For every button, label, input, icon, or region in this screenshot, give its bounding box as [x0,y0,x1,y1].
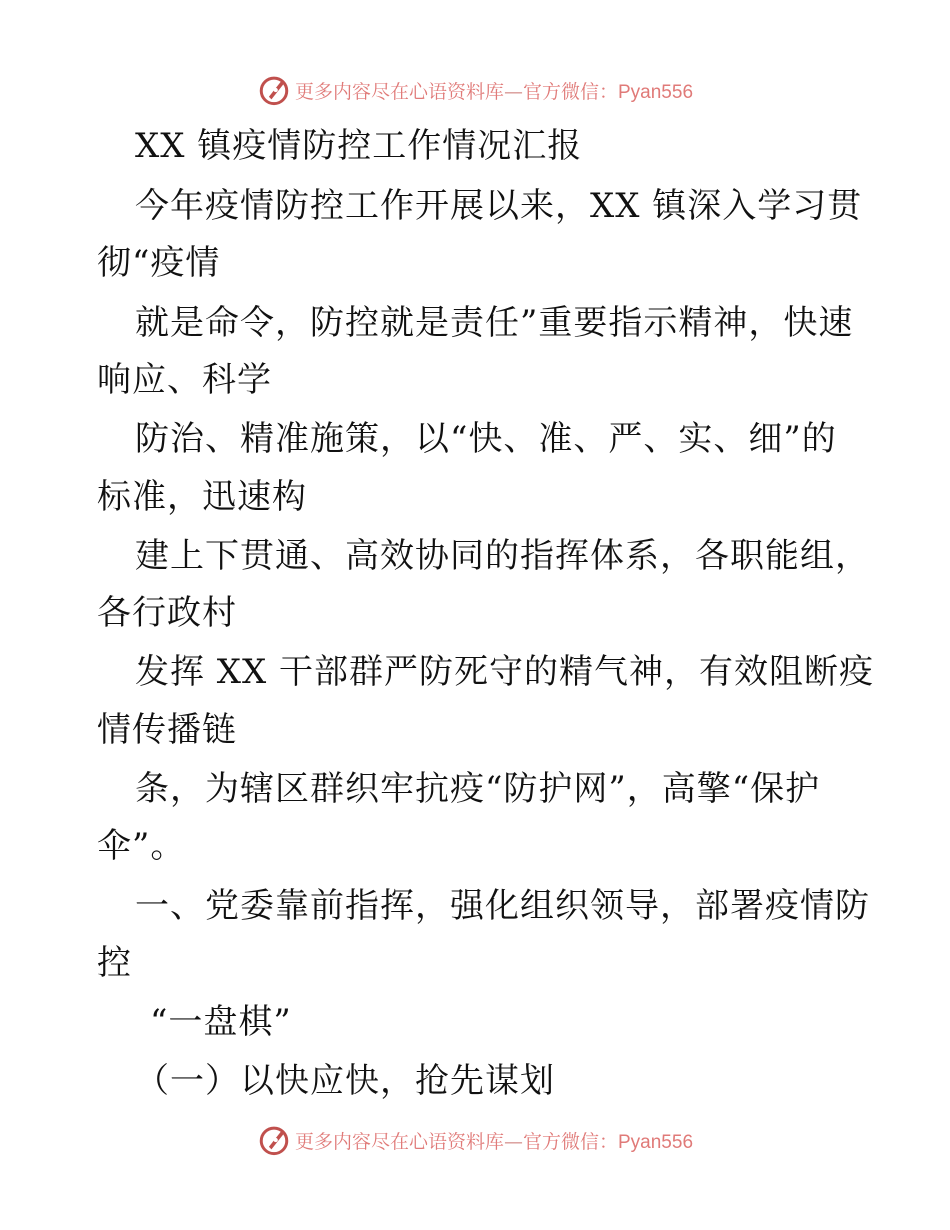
watermark-suffix: 官方微信： [522,1130,618,1153]
paragraph-line: 条，为辖区群织牢抗疫“防护网”，高擎“保护 [135,769,821,809]
watermark-header [0,70,950,110]
watermark-handle: Pyan556 [618,1131,694,1153]
paragraph-line: 响应、科学 [97,360,272,400]
section-heading-continued: 控 [97,943,132,983]
section-heading-continued: “一盘棋” [150,1002,292,1042]
document-title: XX 镇疫情防控工作情况汇报 [135,126,583,166]
paragraph-line: 建上下贯通、高效协同的指挥体系，各职能组， [135,536,870,576]
subsection-heading: （一）以快应快，抢先谋划 [135,1061,555,1101]
pen-nib-circle-icon [257,73,291,107]
watermark-text: 更多内容尽在心语资料库 [294,80,504,103]
paragraph-line: 今年疫情防控工作开展以来，XX 镇深入学习贯 [135,186,863,226]
watermark-separator: — [503,80,523,103]
paragraph-line: 各行政村 [97,593,237,633]
paragraph-line: 防治、精准施策，以“快、准、严、实、细”的 [135,419,837,459]
paragraph-line: 就是命令，防控就是责任”重要指示精神，快速 [135,303,854,343]
watermark-text: 更多内容尽在心语资料库 [294,1130,504,1153]
section-heading: 一、党委靠前指挥，强化组织领导，部署疫情防 [135,886,870,926]
paragraph-line: 伞”。 [97,826,186,866]
paragraph-line: 彻“疫情 [97,243,221,283]
paragraph-line: 情传播链 [97,710,237,750]
pen-nib-circle-icon [257,1123,291,1157]
watermark-handle: Pyan556 [618,81,694,103]
watermark-separator: — [503,1130,523,1153]
watermark-footer [0,1120,950,1160]
paragraph-line: 发挥 XX 干部群严防死守的精气神，有效阻断疫 [135,652,875,692]
paragraph-line: 标准，迅速构 [97,477,307,517]
watermark-suffix: 官方微信： [522,80,618,103]
